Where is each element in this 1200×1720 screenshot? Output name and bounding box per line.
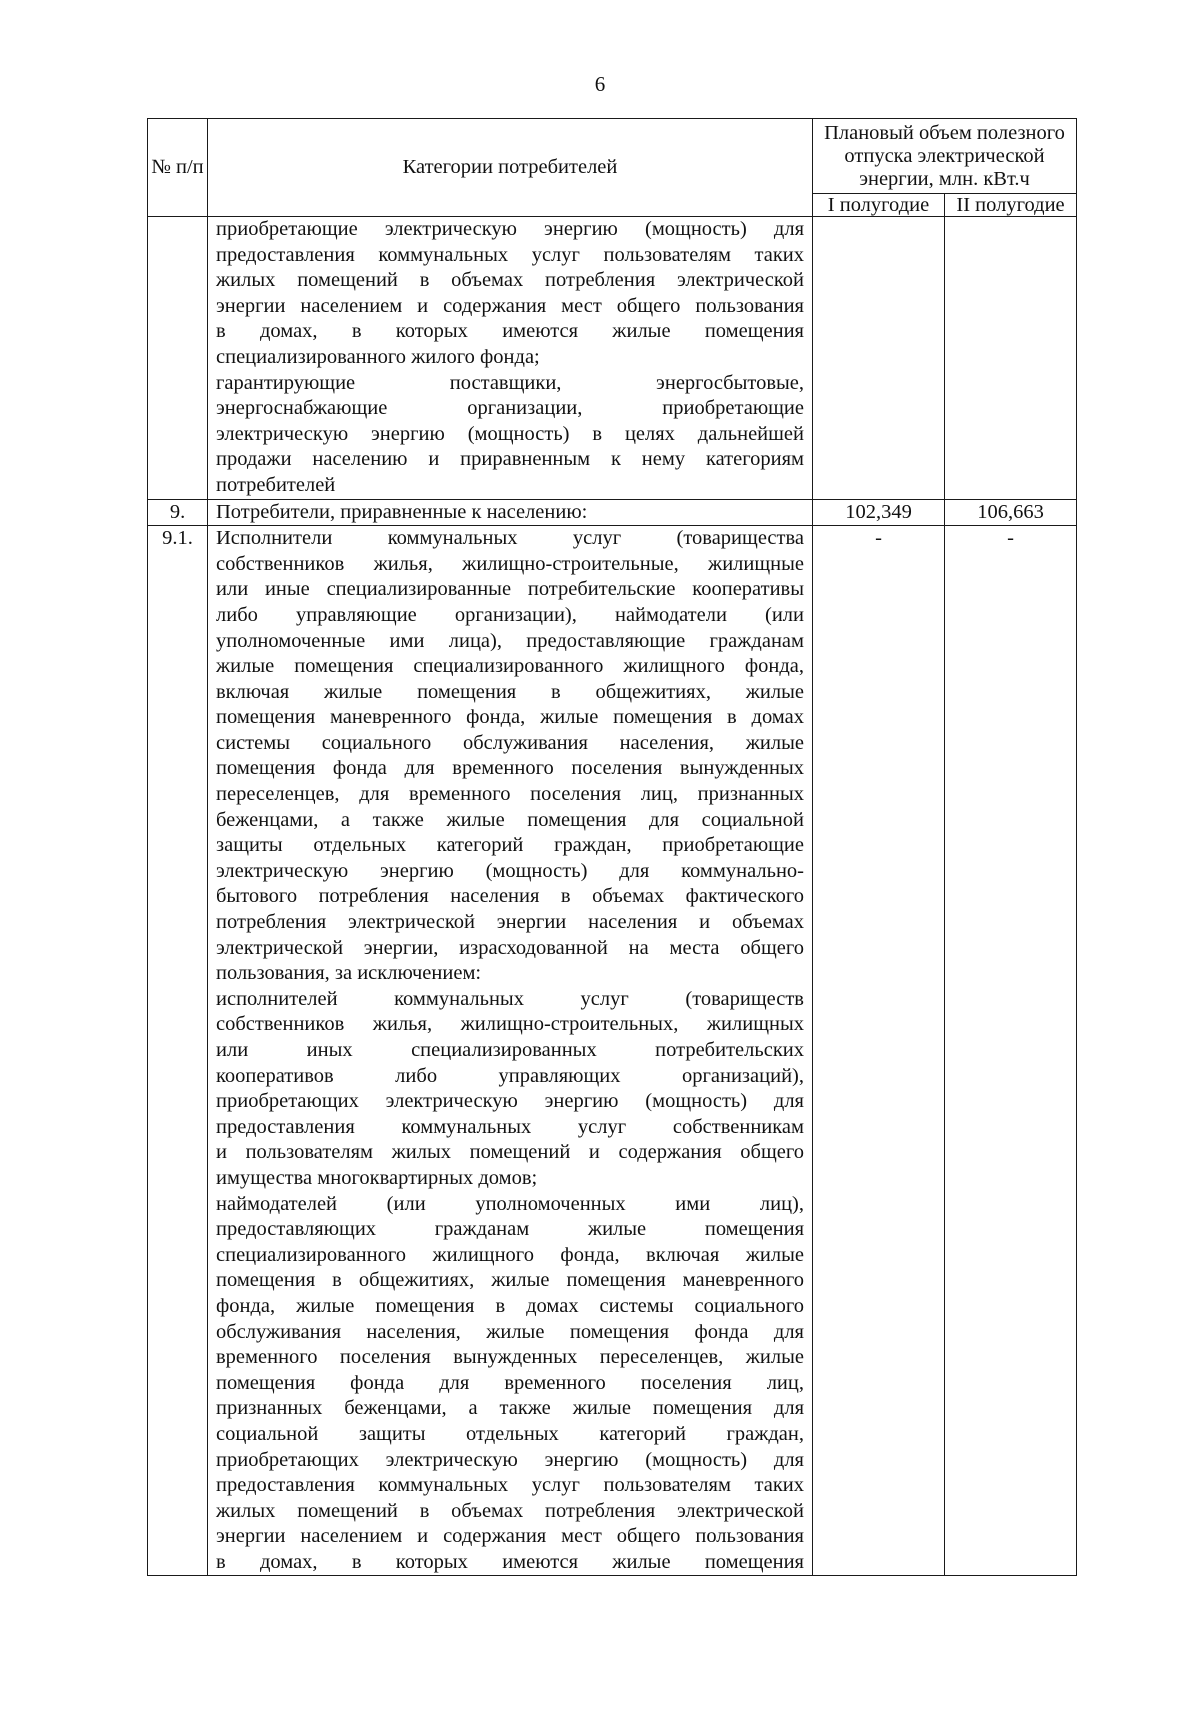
text-line: электрическую энергию (мощность) в целях дальнейшей — [216, 422, 804, 445]
row-half1 — [813, 217, 945, 500]
row-half2-value: 106,663 — [945, 499, 1077, 526]
text-line: потребителей — [216, 473, 336, 496]
row-half2 — [945, 217, 1077, 500]
text-line: энергии населением и содержания мест общего пользования — [216, 1525, 804, 1548]
text-line: помещения фонда для временного поселения вынужденных — [216, 757, 804, 780]
row-half1-value: 102,349 — [813, 499, 945, 526]
text-line: пользования, за исключением: — [216, 962, 482, 985]
text-line: Исполнители коммунальных услуг (товарищества — [216, 527, 804, 550]
row-half1-value: - — [813, 526, 945, 1576]
text-line: имущества многоквартирных домов; — [216, 1166, 538, 1189]
text-line: продажи населению и приравненным к нему категориям — [216, 448, 804, 471]
text-line: собственников жилья, жилищно-строительных, жилищных — [216, 1013, 804, 1036]
text-line: временного поселения вынужденных переселенцев, жилые — [216, 1346, 804, 1369]
text-line: помещения в общежитиях, жилые помещения маневренного — [216, 1269, 804, 1292]
text-line: гарантирующие поставщики, энергосбытовые, — [216, 371, 804, 394]
text-line: фонда, жилые помещения в домах системы социального — [216, 1294, 804, 1317]
text-line: и пользователям жилых помещений и содержания общего — [216, 1141, 804, 1164]
text-line: кооперативов либо управляющих организаций), — [216, 1064, 804, 1087]
text-line: предоставления коммунальных услуг пользователям таких — [216, 1474, 804, 1497]
text-line: энергии населением и содержания мест общего пользования — [216, 294, 804, 317]
text-line: переселенцев, для временного поселения лиц, признанных — [216, 783, 804, 806]
header-category: Категории потребителей — [208, 119, 813, 217]
row-category-text — [208, 526, 813, 1576]
table-row-continuation — [148, 217, 1077, 500]
table-row-9-1 — [148, 526, 1077, 1576]
text-line: предоставления коммунальных услуг пользователям таких — [216, 243, 804, 266]
text-line: приобретающих электрическую энергию (мощность) для — [216, 1448, 804, 1471]
text-line: уполномоченные ими лица), предоставляющие гражданам — [216, 629, 804, 652]
text-line: обслуживания населения, жилые помещения фонда для — [216, 1320, 804, 1343]
text-line: признанных беженцами, а также жилые помещения для — [216, 1397, 804, 1420]
text-line: включая жилые помещения в общежитиях, жилые — [216, 680, 804, 703]
table-row-9 — [148, 499, 1077, 526]
text-line: социальной защиты отдельных категорий граждан, — [216, 1422, 804, 1445]
row-category-text — [208, 499, 813, 526]
text-line: жилых помещений в объемах потребления электрической — [216, 269, 804, 292]
text-line: энергоснабжающие организации, приобретающие — [216, 397, 804, 420]
text-line: защиты отдельных категорий граждан, приобретающие — [216, 834, 804, 857]
row-9-1-lines — [216, 526, 804, 1575]
text-line: электрической энергии, израсходованной на места общего — [216, 936, 804, 959]
text-line: помещения маневренного фонда, жилые помещения в домах — [216, 706, 804, 729]
text-line: жилые помещения специализированного жилищного фонда, — [216, 655, 804, 678]
text-line: в домах, в которых имеются жилые помещения — [216, 320, 804, 343]
text-line: бытового потребления населения в объемах фактического — [216, 885, 804, 908]
text-line: специализированного жилищного фонда, включая жилые — [216, 1243, 804, 1266]
continuation-lines — [216, 217, 804, 499]
text-line: приобретающие электрическую энергию (мощность) для — [216, 218, 804, 240]
text-line: в домах, в которых имеются жилые помещения — [216, 1550, 804, 1573]
text-line: предоставляющих гражданам жилые помещения — [216, 1218, 804, 1241]
row-half2-value: - — [945, 526, 1077, 1576]
text-line: предоставления коммунальных услуг собственникам — [216, 1115, 804, 1138]
text-line: приобретающих электрическую энергию (мощность) для — [216, 1090, 804, 1113]
text-line: собственников жилья, жилищно-строительные, жилищные — [216, 552, 804, 575]
header-num: № п/п — [148, 119, 208, 217]
text-line: помещения фонда для временного поселения лиц, — [216, 1371, 804, 1394]
text-line: жилых помещений в объемах потребления электрической — [216, 1499, 804, 1522]
row-num: 9. — [148, 499, 208, 526]
text-line: беженцами, а также жилые помещения для социальной — [216, 808, 804, 831]
row-num: 9.1. — [148, 526, 208, 1576]
header-volume: Плановый объем полезного отпуска электрической энергии, млн. кВт.ч — [813, 119, 1077, 194]
text-line: либо управляющие организации), наймодатели (или — [216, 603, 804, 626]
text-line: потребления электрической энергии населения и объемах — [216, 911, 804, 934]
text-line: электрическую энергию (мощность) для коммунально- — [216, 859, 804, 882]
header-half1: I полугодие — [813, 194, 945, 217]
text-line: системы социального обслуживания населения, жилые — [216, 731, 804, 754]
text-line: специализированного жилого фонда; — [216, 345, 540, 368]
page-number: 6 — [594, 72, 606, 96]
text-line: Потребители, приравненные к населению: — [216, 500, 588, 523]
row-num — [148, 217, 208, 500]
consumption-table — [147, 118, 1077, 1576]
text-line: или иные специализированные потребительские кооперативы — [216, 578, 804, 601]
text-line: или иных специализированных потребительских — [216, 1039, 804, 1061]
table-header-row — [148, 119, 1077, 194]
header-half2: II полугодие — [945, 194, 1077, 217]
text-line: наймодателей (или уполномоченных ими лиц), — [216, 1192, 804, 1215]
text-line: исполнителей коммунальных услуг (товариществ — [216, 987, 804, 1010]
row-category-text — [208, 217, 813, 500]
